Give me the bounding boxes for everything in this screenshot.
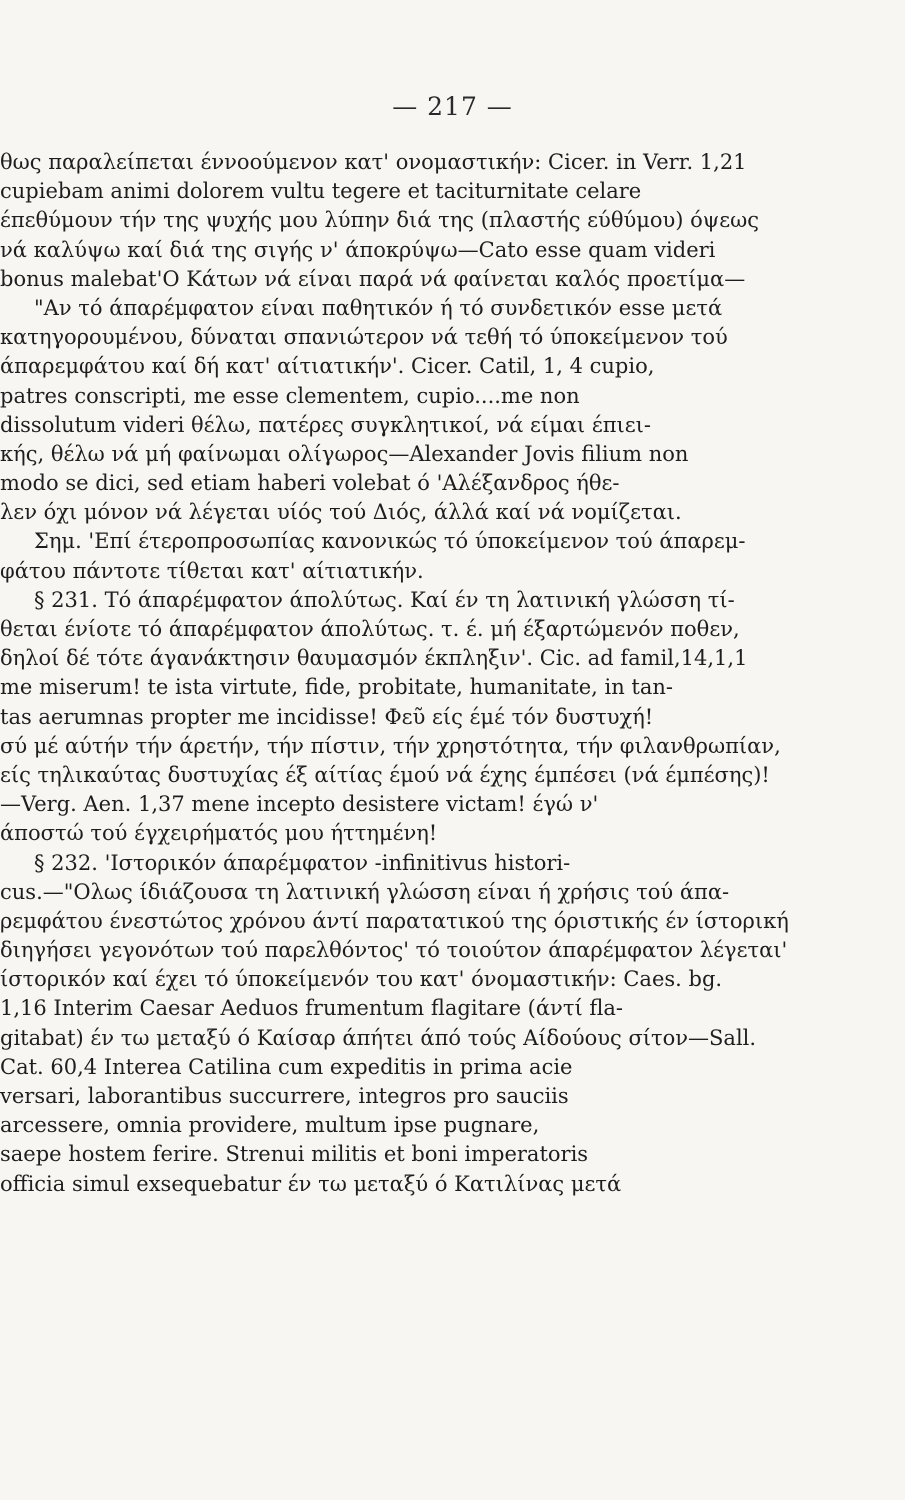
text-line: νά καλύψω καί διά της σιγής ν' άποκρύψω—Cato esse quam videri [0, 237, 716, 262]
text-line: είς τηλικαύτας δυστυχίας έξ αίτίας έμού νά έχης έμπέσει (νά έμπέσης)! [0, 762, 770, 787]
text-line: tas aerumnas propter me incidisse! Φεῦ είς έμέ τόν δυστυχή! [0, 704, 654, 729]
text-line: arcessere, omnia providere, multum ipse pugnare, [0, 1113, 540, 1138]
text-line: φάτου πάντοτε τίθεται κατ' αίτιατικήν. [0, 558, 424, 583]
text-line: gitabat) έν τω μεταξύ ό Καίσαρ άπήτει άπό τούς Αίδούους σίτον—Sall. [0, 1025, 757, 1050]
text-line: ίστορικόν καί έχει τό ύποκείμενόν του κατ' όνομαστικήν: Caes. bg. [0, 967, 723, 992]
text-line: θως παραλείπεται έννοούμενον κατ' ονομαστικήν: Cicer. in Verr. 1,21 [0, 150, 747, 174]
note-line: Σημ. 'Επί έτεροπροσωπίας κανονικώς τό ύποκείμενον τού άπαρεμ- [34, 529, 746, 554]
text-line: me miserum! te ista virtute, fide, probitate, humanitate, in tan- [0, 675, 673, 700]
text-line: cus.—"Ολως ίδιάζουσα τη λατινική γλώσση είναι ή χρήσις τού άπα- [0, 879, 730, 904]
text-line: σύ μέ αύτήν τήν άρετήν, τήν πίστιν, τήν χρηστότητα, τήν φιλανθρωπίαν, [0, 733, 781, 758]
text-line: κής, θέλω νά μή φαίνωμαι ολίγωρος—Alexander Jovis filium non [0, 441, 689, 466]
text-line: κατηγορουμένου, δύναται σπανιώτερον νά τεθή τό ύποκείμενον τού [0, 325, 728, 350]
page-body-text [0, 148, 790, 1199]
text-line: λεν όχι μόνον νά λέγεται υίός τού Διός, άλλά καί νά νομίζεται. [0, 500, 682, 525]
section-heading-232: § 232. 'Ιστορικόν άπαρέμφατον -infinitivus histori- [34, 850, 571, 875]
text-line: διηγήσει γεγονότων τού παρελθόντος' τό τοιούτον άπαρέμφατον λέγεται' [0, 938, 788, 963]
text-line: modo se dici, sed etiam haberi volebat ό 'Αλέξανδρος ήθε- [0, 471, 620, 496]
text-line: άποστώ τού έγχειρήματός μου ήττημένη! [0, 821, 438, 846]
page-number: — 217 — [392, 92, 513, 121]
text-line: θεται ένίοτε τό άπαρέμφατον άπολύτως. τ. έ. μή έξαρτώμενόν ποθεν, [0, 617, 740, 641]
text-line: έπεθύμουν τήν της ψυχής μου λύπην διά της (πλαστής εύθύμου) όψεως [0, 208, 760, 233]
text-line: "Αν τό άπαρέμφατον είναι παθητικόν ή τό συνδετικόν esse μετά [34, 295, 723, 320]
text-line: versari, laborantibus succurrere, integros pro sauciis [0, 1084, 569, 1108]
text-line: —Verg. Aen. 1,37 mene incepto desistere victam! έγώ ν' [0, 792, 599, 817]
text-line: άπαρεμφάτου καί δή κατ' αίτιατικήν'. Cicer. Catil, 1, 4 cupio, [0, 354, 655, 379]
text-line: dissolutum videri θέλω, πατέρες συγκλητικοί, νά είμαι έπιει- [0, 412, 651, 437]
text-line: cupiebam animi dolorem vultu tegere et taciturnitate celare [0, 179, 642, 204]
text-line: 1,16 Interim Caesar Aeduos frumentum flagitare (άντί fla- [0, 996, 623, 1021]
text-line: bonus malebat'Ο Κάτων νά είναι παρά νά φαίνεται καλός προετίμα— [0, 266, 746, 291]
text-line: ρεμφάτου ένεστώτος χρόνου άντί παρατατικού της όριστικής έν ίστορική [0, 908, 789, 933]
text-line: patres conscripti, me esse clementem, cupio....me non [0, 383, 580, 408]
text-line: δηλοί δέ τότε άγανάκτησιν θαυμασμόν έκπληξιν'. Cic. ad famil,14,1,1 [0, 646, 748, 671]
text-line: Cat. 60,4 Interea Catilina cum expeditis in prima acie [0, 1054, 573, 1079]
text-line: saepe hostem ferire. Strenui militis et boni imperatoris [0, 1142, 589, 1167]
section-heading-231: § 231. Τό άπαρέμφατον άπολύτως. Καί έν τη λατινική γλώσση τί- [34, 587, 735, 612]
text-line: officia simul exsequebatur έν τω μεταξύ ό Κατιλίνας μετά [0, 1171, 622, 1196]
